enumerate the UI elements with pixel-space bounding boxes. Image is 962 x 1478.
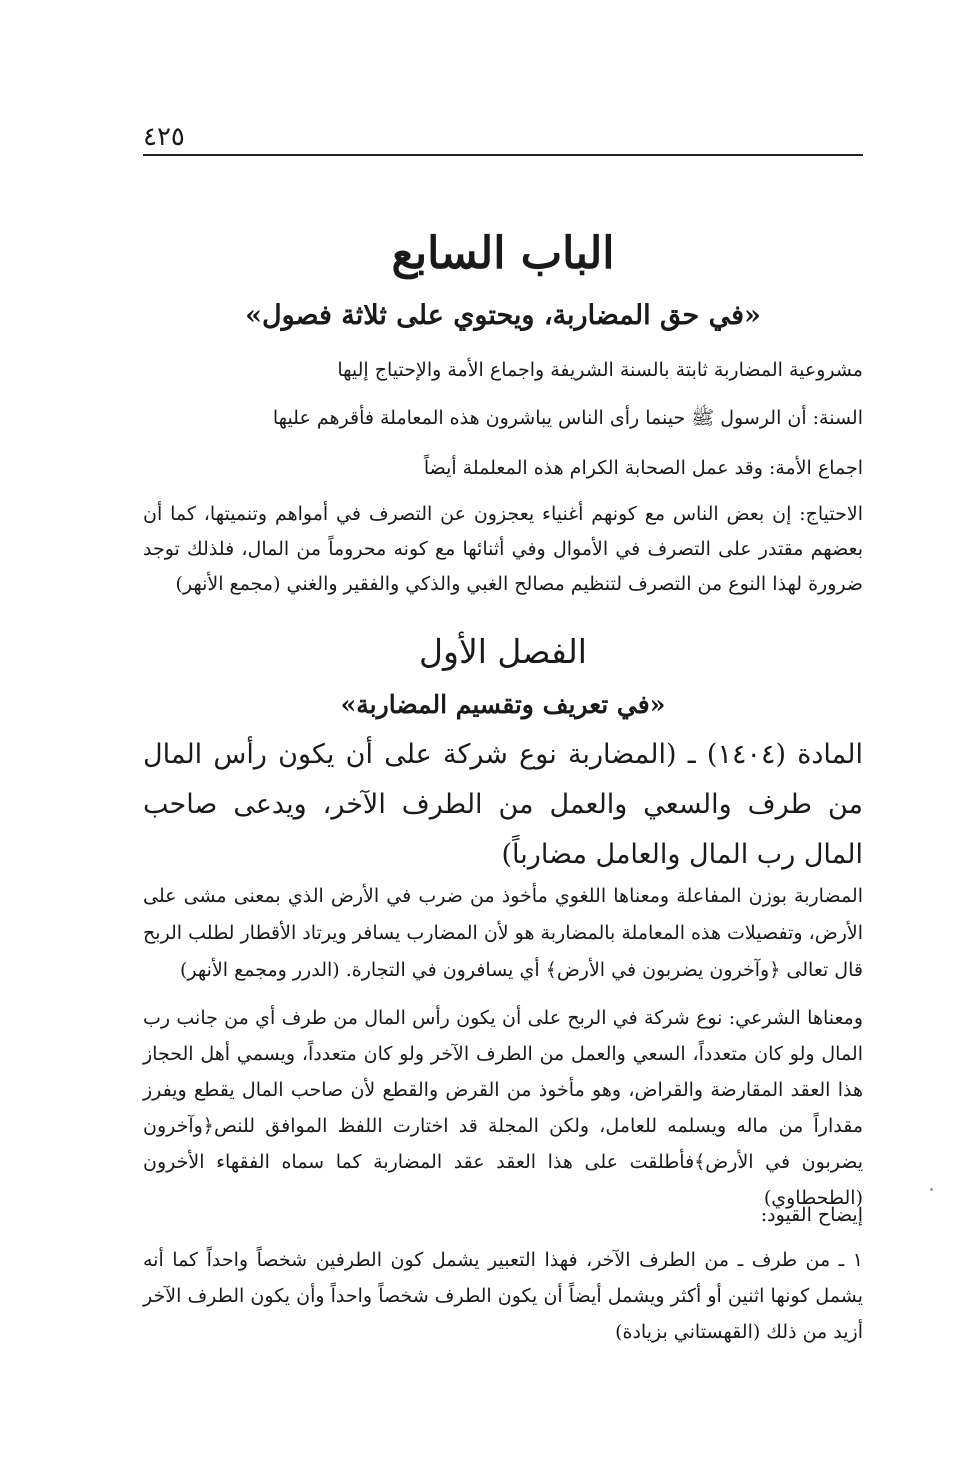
ihtiyaj-paragraph: الاحتياج: إن بعض الناس مع كونهم أغنياء يعجزون عن التصرف في أمواهم وتنميتها، كما أن بعضهم مقتدر على التصرف في الأموال وفي أثنائها مع كونه محروماً من المال، فلذلك توجد ضرورة لهذا النوع من التصرف لتنظيم مصالح الغبي والذكي والفقير والغني (مجمع الأنهر) xyxy=(143,503,863,595)
chapter-subtitle: «في حق المضاربة، ويحتوي على ثلاثة فصول» xyxy=(245,300,761,331)
linguistic-meaning-paragraph: المضاربة بوزن المفاعلة ومعناها اللغوي مأخوذ من ضرب في الأرض الذي بمعنى مشى على الأرض، وتفصيلات هذه المعاملة بالمضاربة هو لأن المضارب يسافر ويرتاد الأقطار لطلب الربح قال تعالى ﴿وآخرون يضربون في الأرض﴾ أي يسافرون في التجارة. (الدرر ومجمع الأنهر) xyxy=(142,885,863,981)
constraint-one-paragraph: ١ ـ من طرف ـ من الطرف الآخر، فهذا التعبير يشمل كون الطرفين شخصاً واحداً كما أنه يشمل كونها اثنين أو أكثر ويشمل أيضاً أن يكون الطرف شخصاً واحداً وأن يكون الطرف الآخر أزيد من ذلك (القهستاني بزيادة) xyxy=(143,1249,863,1343)
constraints-heading: إيضاح القيود: xyxy=(760,1204,863,1226)
legitimacy-paragraph: مشروعية المضاربة ثابتة بالسنة الشريفة واجماع الأمة والإحتياج إليها xyxy=(337,359,863,381)
article-1404: المادة (١٤٠٤) ـ (المضاربة نوع شركة على أن يكون رأس المال من طرف والسعي والعمل من الطرف الآخر، ويدعى صاحب المال رب المال والعامل مضارباً) xyxy=(143,739,863,870)
header-rule xyxy=(143,154,863,156)
ijma-paragraph: اجماع الأمة: وقد عمل الصحابة الكرام هذه المعلملة أيضاً xyxy=(423,457,863,479)
section-title: الفصل الأول xyxy=(419,632,587,671)
page-number: ٤٢٥ xyxy=(143,122,185,152)
scan-speck xyxy=(930,1188,933,1191)
section-subtitle: «في تعريف وتقسيم المضاربة» xyxy=(340,690,666,719)
sunna-paragraph: السنة: أن الرسول ﷺ حينما رأى الناس يباشرون هذه المعاملة فأقرهم عليها xyxy=(272,407,863,429)
legal-meaning-paragraph: ومعناها الشرعي: نوع شركة في الربح على أن يكون رأس المال من طرف أي من جانب رب المال ولو كان متعدداً، السعي والعمل من الطرف الآخر ولو كان متعدداً، ويسمي أهل الحجاز هذا العقد المقارضة والقراض، وهو مأخوذ من القرض والقطع لأن صاحب المال يقطع ويفرز مقداراً من ماله ويسلمه للعامل، ولكن المجلة قد اختارت اللفظ الموافق للنص﴿وآخرون يضربون في الأرض﴾فأطلقت على هذا العقد عقد المضاربة كما سماه الفقهاء الأخرون (الطحطاوي) xyxy=(143,1007,863,1209)
chapter-title: الباب السابع xyxy=(391,228,615,279)
